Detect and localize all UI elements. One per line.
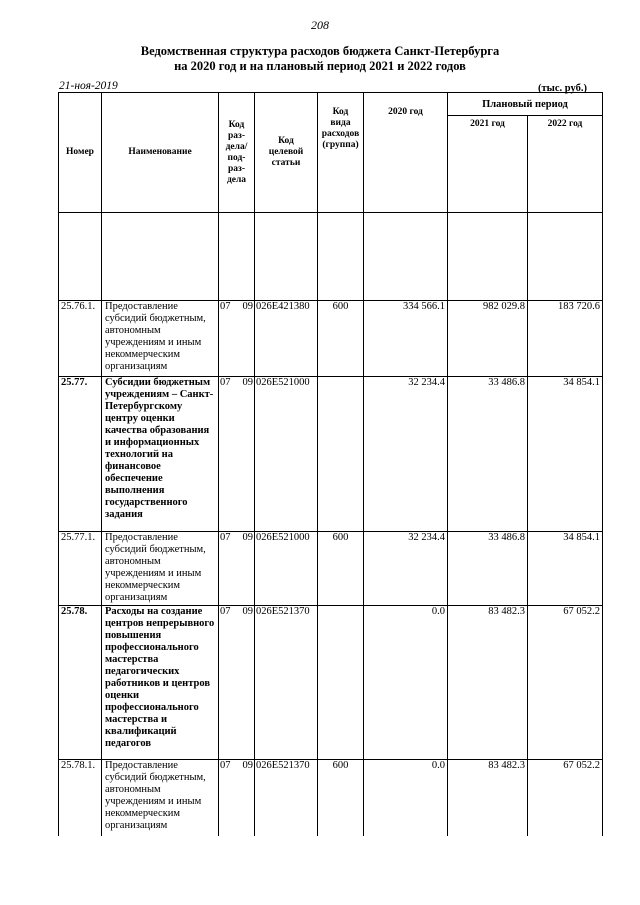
header-razdel-line: раз- <box>227 130 245 141</box>
header-name: Наименование <box>102 93 219 213</box>
row-razdel <box>219 377 255 532</box>
row-pr: 09 <box>242 532 253 543</box>
spacer-cell <box>318 213 364 301</box>
title-line-1: Ведомственная структура расходов бюджета Санкт-Петербурга <box>140 44 500 58</box>
spacer-cell <box>364 213 448 301</box>
row-2022: 183 720.6 <box>528 301 603 377</box>
header-csr-line: статьи <box>271 158 301 168</box>
row-2021: 83 482.3 <box>448 606 528 760</box>
row-2022: 67 052.2 <box>528 606 603 760</box>
table-row <box>59 606 603 760</box>
row-vr: 600 <box>318 760 364 836</box>
row-name: Предоставление субсидий бюджетным, автономным учреждениям и иным некоммерческим организациям <box>102 760 219 836</box>
spacer-cell <box>528 213 603 301</box>
row-name: Предоставление субсидий бюджетным, автономным учреждениям и иным некоммерческим организациям <box>102 532 219 606</box>
header-razdel-line: дела <box>226 174 247 185</box>
header-razdel-line: Код <box>228 119 245 130</box>
header-vr-line: расходов <box>321 129 360 139</box>
header-vr-line: Код <box>332 107 349 117</box>
row-2021: 33 486.8 <box>448 532 528 606</box>
row-razdel <box>219 606 255 760</box>
row-number: 25.78.1. <box>59 760 102 836</box>
header-number: Номер <box>59 93 102 213</box>
row-pr: 09 <box>242 301 253 312</box>
row-2022: 67 052.2 <box>528 760 603 836</box>
row-vr: 600 <box>318 301 364 377</box>
row-name: Субсидии бюджетным учреждениям – Санкт-Петербургскому центру оценки качества образования и информационных технологий на финансовое обеспечение выполнения государственного задания <box>102 377 219 532</box>
row-2022: 34 854.1 <box>528 532 603 606</box>
row-number: 25.77.1. <box>59 532 102 606</box>
header-razdel <box>219 93 255 213</box>
row-pr: 09 <box>242 760 253 771</box>
header-csr <box>255 93 318 213</box>
spacer-cell <box>219 213 255 301</box>
page-number: 208 <box>311 18 329 32</box>
header-razdel-line: дела/ <box>225 141 248 152</box>
spacer-cell <box>255 213 318 301</box>
row-2022: 34 854.1 <box>528 377 603 532</box>
row-vr <box>318 606 364 760</box>
row-2021: 33 486.8 <box>448 377 528 532</box>
row-2020: 32 234.4 <box>364 532 448 606</box>
spacer-cell <box>448 213 528 301</box>
row-name: Предоставление субсидий бюджетным, автономным учреждениям и иным некоммерческим организациям <box>102 301 219 377</box>
spacer-cell <box>59 213 102 301</box>
row-csr: 026E421380 <box>255 301 318 377</box>
table-row <box>59 377 603 532</box>
title-line-2: на 2020 год и на плановый период 2021 и 2022 годов <box>174 59 466 73</box>
row-vr: 600 <box>318 532 364 606</box>
header-2022: 2022 год <box>528 116 603 213</box>
spacer-cell <box>102 213 219 301</box>
row-razdel <box>219 532 255 606</box>
row-pr: 09 <box>242 377 253 388</box>
table-row <box>59 760 603 836</box>
header-planned-period: Плановый период <box>448 93 603 116</box>
row-csr: 026E521000 <box>255 532 318 606</box>
row-2021: 982 029.8 <box>448 301 528 377</box>
row-2020: 0.0 <box>364 760 448 836</box>
units-label: (тыс. руб.) <box>538 83 587 94</box>
row-pr: 09 <box>242 606 253 617</box>
header-razdel-line: под- <box>227 152 246 163</box>
row-2020: 32 234.4 <box>364 377 448 532</box>
row-rz: 07 <box>220 532 231 543</box>
row-razdel <box>219 301 255 377</box>
row-csr: 026E521370 <box>255 606 318 760</box>
row-name: Расходы на создание центров непрерывного повышения профессионального мастерства педагогических работников и центров оценки профессионального мастерства и квалификаций педагогов <box>102 606 219 760</box>
budget-table <box>58 92 603 836</box>
header-vr <box>318 93 364 213</box>
row-vr <box>318 377 364 532</box>
row-razdel <box>219 760 255 836</box>
document-title <box>60 44 580 74</box>
row-rz: 07 <box>220 760 231 771</box>
header-2020: 2020 год <box>364 93 448 213</box>
row-2020: 0.0 <box>364 606 448 760</box>
row-rz: 07 <box>220 606 231 617</box>
row-rz: 07 <box>220 377 231 388</box>
header-vr-line: вида <box>330 118 351 128</box>
header-razdel-line: раз- <box>227 163 245 174</box>
spacer-row <box>59 213 603 301</box>
header-vr-line: (группа) <box>322 140 359 150</box>
header-2021: 2021 год <box>448 116 528 213</box>
table-row <box>59 301 603 377</box>
header-csr-line: целевой <box>268 147 304 157</box>
row-number: 25.78. <box>59 606 102 760</box>
row-number: 25.76.1. <box>59 301 102 377</box>
row-csr: 026E521000 <box>255 377 318 532</box>
row-2020: 334 566.1 <box>364 301 448 377</box>
report-date: 21-ноя-2019 <box>59 80 118 92</box>
header-csr-line: Код <box>278 136 294 146</box>
row-csr: 026E521370 <box>255 760 318 836</box>
row-2021: 83 482.3 <box>448 760 528 836</box>
table-row <box>59 532 603 606</box>
row-number: 25.77. <box>59 377 102 532</box>
row-rz: 07 <box>220 301 231 312</box>
